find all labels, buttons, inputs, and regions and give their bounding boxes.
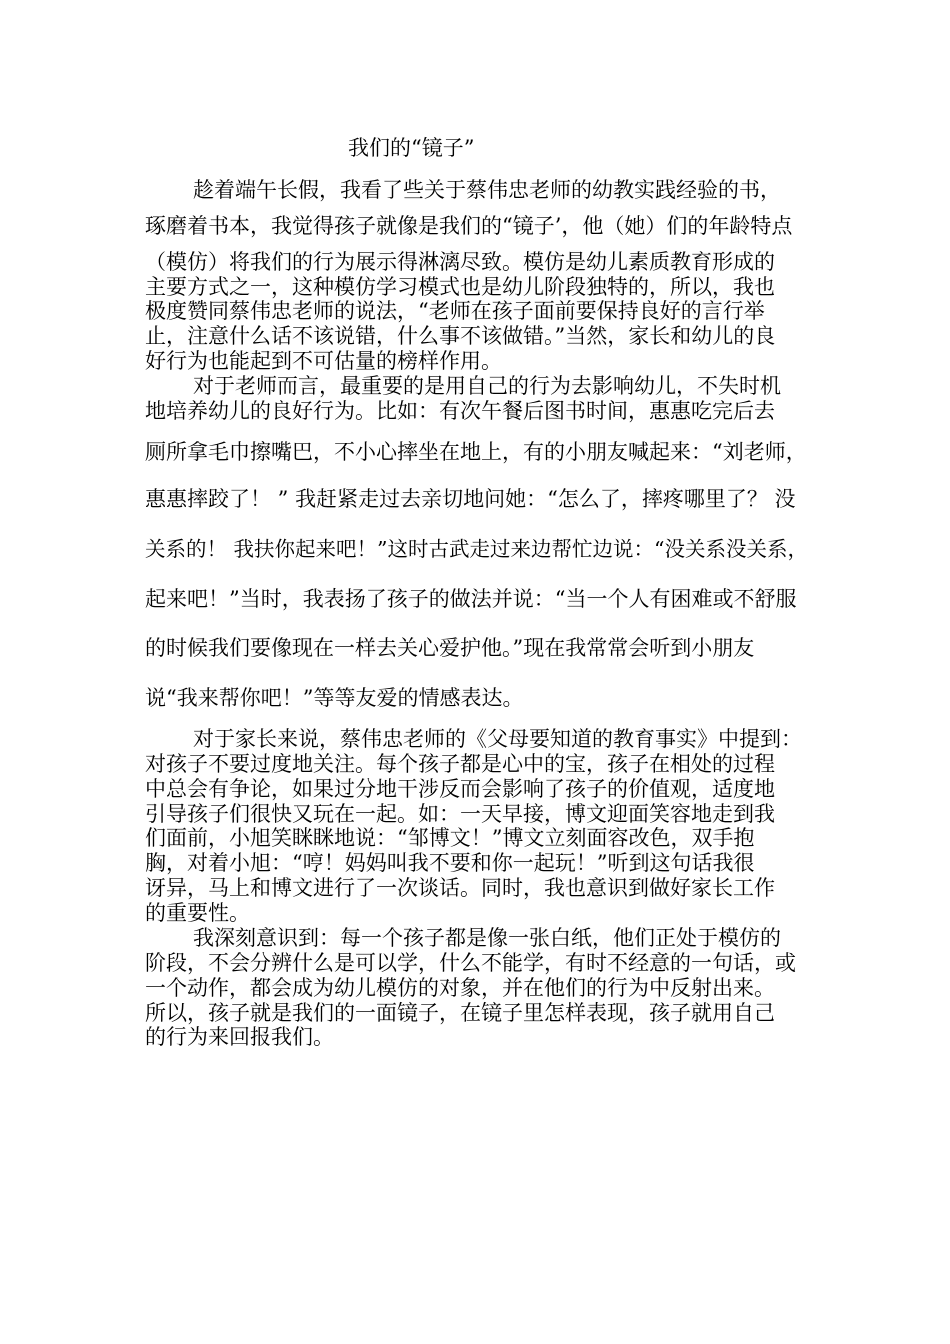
text-line: 讶异，马上和博文进行了一次谈话。同时，我也意识到做好家长工作 xyxy=(145,876,775,900)
text-line: 地培养幼儿的良好行为。比如：有次午餐后图书时间，惠惠吃完后去 xyxy=(145,399,775,423)
text-line: 的行为来回报我们。 xyxy=(145,1025,334,1049)
text-line: 好行为也能起到不可估量的榜样作用。 xyxy=(145,349,502,373)
text-line: 我深刻意识到：每一个孩子都是像一张白纸，他们正处于模仿的 xyxy=(193,926,781,950)
text-line: 止，注意什么话不该说错，什么事不该做错。”当然，家长和幼儿的良 xyxy=(145,324,776,348)
text-line: 引导孩子们很快又玩在一起。如：一天早接，博文迎面笑容地走到我 xyxy=(145,802,775,826)
text-line: 趁着端午长假，我看了些关于蔡伟忠老师的幼教实践经验的书， xyxy=(193,178,781,202)
text-line: 所以，孩子就是我们的一面镜子，在镜子里怎样表现，孩子就用自己 xyxy=(145,1001,775,1025)
text-line: 极度赞同蔡伟忠老师的说法，“老师在孩子面前要保持良好的言行举 xyxy=(145,299,765,323)
text-line: 胸，对着小旭：“哼！妈妈叫我不要和你一起玩！”听到这句话我很 xyxy=(145,851,755,875)
text-line: 的重要性。 xyxy=(145,901,250,925)
text-line: 说“我来帮你吧！”等等友爱的情感表达。 xyxy=(145,686,524,710)
text-line: 阶段，不会分辨什么是可以学，什么不能学，有时不经意的一句话，或 xyxy=(145,951,796,975)
document-title: 我们的“镜子” xyxy=(348,136,475,160)
text-line: 厕所拿毛巾擦嘴巴，不小心摔坐在地上，有的小朋友喊起来：“刘老师， xyxy=(145,440,807,464)
text-line: 惠惠摔跤了！ ” 我赶紧走过去亲切地问她：“怎么了，摔疼哪里了？ 没 xyxy=(145,487,796,511)
text-line: 的时候我们要像现在一样去关心爱护他。”现在我常常会听到小朋友 xyxy=(145,636,755,660)
text-line: 们面前，小旭笑眯眯地说：“邹博文！”博文立刻面容改色，双手抱 xyxy=(145,826,755,850)
text-line: 琢磨着书本，我觉得孩子就像是我们的“镜子’，他（她）们的年龄特点 xyxy=(145,214,793,238)
text-line: 关系的！ 我扶你起来吧！”这时古武走过来边帮忙边说：“没关系没关系， xyxy=(145,537,808,561)
text-line: 对孩子不要过度地关注。每个孩子都是心中的宝，孩子在相处的过程 xyxy=(145,752,775,776)
text-line: 对于家长来说，蔡伟忠老师的《父母要知道的教育事实》中提到： xyxy=(193,727,802,751)
text-line: （模仿）将我们的行为展示得淋漓尽致。模仿是幼儿素质教育形成的 xyxy=(145,250,775,274)
text-line: 主要方式之一，这种模仿学习模式也是幼儿阶段独特的，所以，我也 xyxy=(145,275,775,299)
text-line: 起来吧！”当时，我表扬了孩子的做法并说：“当一个人有困难或不舒服 xyxy=(145,587,797,611)
text-line: 对于老师而言，最重要的是用自己的行为去影响幼儿，不失时机 xyxy=(193,374,781,398)
text-line: 中总会有争论，如果过分地干涉反而会影响了孩子的价值观，适度地 xyxy=(145,777,775,801)
text-line: 一个动作，都会成为幼儿模仿的对象，并在他们的行为中反射出来。 xyxy=(145,976,775,1000)
